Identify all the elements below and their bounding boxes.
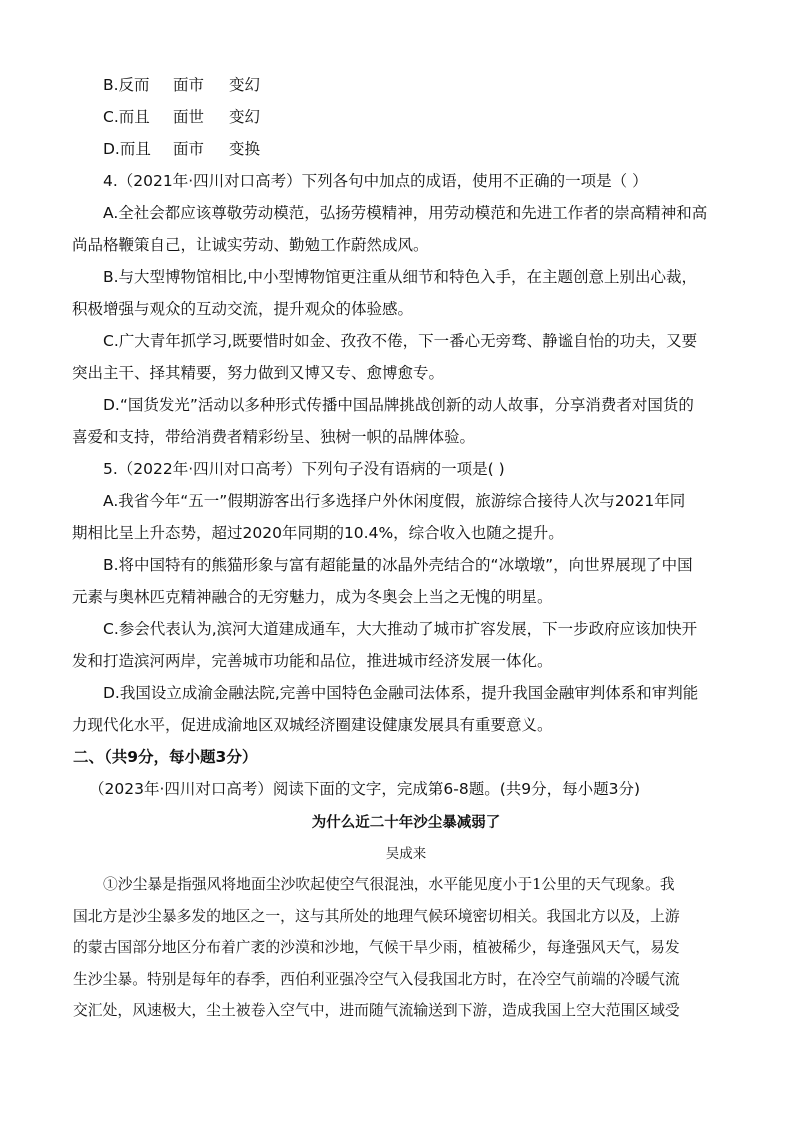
- option-d-word1: D.而且: [103, 140, 151, 158]
- q5-option-a-line1: A.我省今年“五一”假期游客出行多选择户外休闲度假，旅游综合接待人次与2021年同: [103, 492, 686, 510]
- article-paragraph-1: [73, 869, 701, 1027]
- q5-option-d-line2: 力现代化水平，促进成渝地区双城经济圈建设健康发展具有重要意义。: [72, 716, 553, 734]
- q4-option-a-line1: A.全社会都应该尊敬劳动模范，弘扬劳模精神，用劳动模范和先进工作者的崇高精神和高: [103, 204, 708, 222]
- option-b-word3: 变幻: [229, 76, 261, 94]
- option-d-word2: 面市: [173, 140, 205, 158]
- option-row-c: [103, 101, 709, 133]
- option-b-word2: 面市: [173, 76, 205, 94]
- option-c-word1: C.而且: [103, 108, 150, 126]
- article-line: 生沙尘暴。特别是每年的春季，西伯利亚强冷空气入侵我国北方时，在冷空气前端的冷暖气流: [73, 970, 680, 988]
- q5-option-c-line1: C.参会代表认为,滨河大道建成通车，大大推动了城市扩容发展，下一步政府应该加快开: [103, 620, 698, 638]
- q4-option-b-line1: B.与大型博物馆相比,中小型博物馆更注重从细节和特色入手，在主题创意上别出心裁，: [103, 268, 697, 286]
- option-b-word1: B.反而: [103, 76, 150, 94]
- q4-option-c-line1: C.广大青年抓学习,既要惜时如金、孜孜不倦，下一番心无旁骛、静谧自怡的功夫，又要: [103, 332, 698, 350]
- article-author: 吴成来: [385, 846, 427, 862]
- q4-option-a-line2: 尚品格鞭策自己，让诚实劳动、勤勉工作蔚然成风。: [72, 236, 429, 254]
- q4-option-d-line1: D.“国货发光”活动以多种形式传播中国品牌挑战创新的动人故事，分享消费者对国货的: [103, 396, 694, 414]
- option-row-d: [103, 133, 709, 165]
- section-2-instruction: （2023年·四川对口高考）阅读下面的文字，完成第6-8题。(共9分，每小题3分): [89, 780, 641, 798]
- article-line: ①沙尘暴是指强风将地面尘沙吹起使空气很混浊，水平能见度小于1公里的天气现象。我: [103, 876, 675, 893]
- option-d-word3: 变换: [229, 140, 261, 158]
- option-c-word2: 面世: [173, 108, 205, 126]
- q4-option-b-line2: 积极增强与观众的互动交流，提升观众的体验感。: [72, 300, 414, 318]
- article-title: 为什么近二十年沙尘暴减弱了: [311, 814, 501, 831]
- article-line: 的蒙古国部分地区分布着广袤的沙漠和沙地，气候干旱少雨，植被稀少，每逢强风天气，易发: [73, 939, 680, 956]
- question-4-stem: 4.（2021年·四川对口高考）下列各句中加点的成语，使用不正确的一项是（ ）: [103, 172, 648, 190]
- q5-option-c-line2: 发和打造滨河两岸，完善城市功能和品位，推进城市经济发展一体化。: [72, 652, 553, 670]
- question-5-stem: 5.（2022年·四川对口高考）下列句子没有语病的一项是( ): [103, 460, 505, 478]
- q4-option-c-line2: 突出主干、择其精要，努力做到又博又专、愈博愈专。: [72, 364, 445, 382]
- article-line: 交汇处，风速极大，尘土被卷入空气中，进而随气流输送到下游，造成我国上空大范围区域受: [73, 1002, 680, 1019]
- option-row-b: [103, 69, 709, 101]
- q4-option-d-line2: 喜爱和支持，带给消费者精彩纷呈、独树一帜的品牌体验。: [72, 428, 476, 446]
- article-line: 国北方是沙尘暴多发的地区之一，这与其所处的地理气候环境密切相关。我国北方以及，上游: [73, 907, 680, 925]
- section-2-heading: 二、（共9分，每小题3分）: [73, 748, 258, 766]
- option-c-word3: 变幻: [229, 108, 261, 126]
- q5-option-a-line2: 期相比呈上升态势，超过2020年同期的10.4%，综合收入也随之提升。: [72, 524, 564, 542]
- q5-option-d-line1: D.我国设立成渝金融法院,完善中国特色金融司法体系，提升我国金融审判体系和审判能: [103, 684, 699, 702]
- q5-option-b-line2: 元素与奥林匹克精神融合的无穷魅力，成为冬奥会上当之无愧的明星。: [72, 588, 553, 606]
- q5-option-b-line1: B.将中国特有的熊猫形象与富有超能量的冰晶外壳结合的“冰墩墩”，向世界展现了中国: [103, 556, 693, 574]
